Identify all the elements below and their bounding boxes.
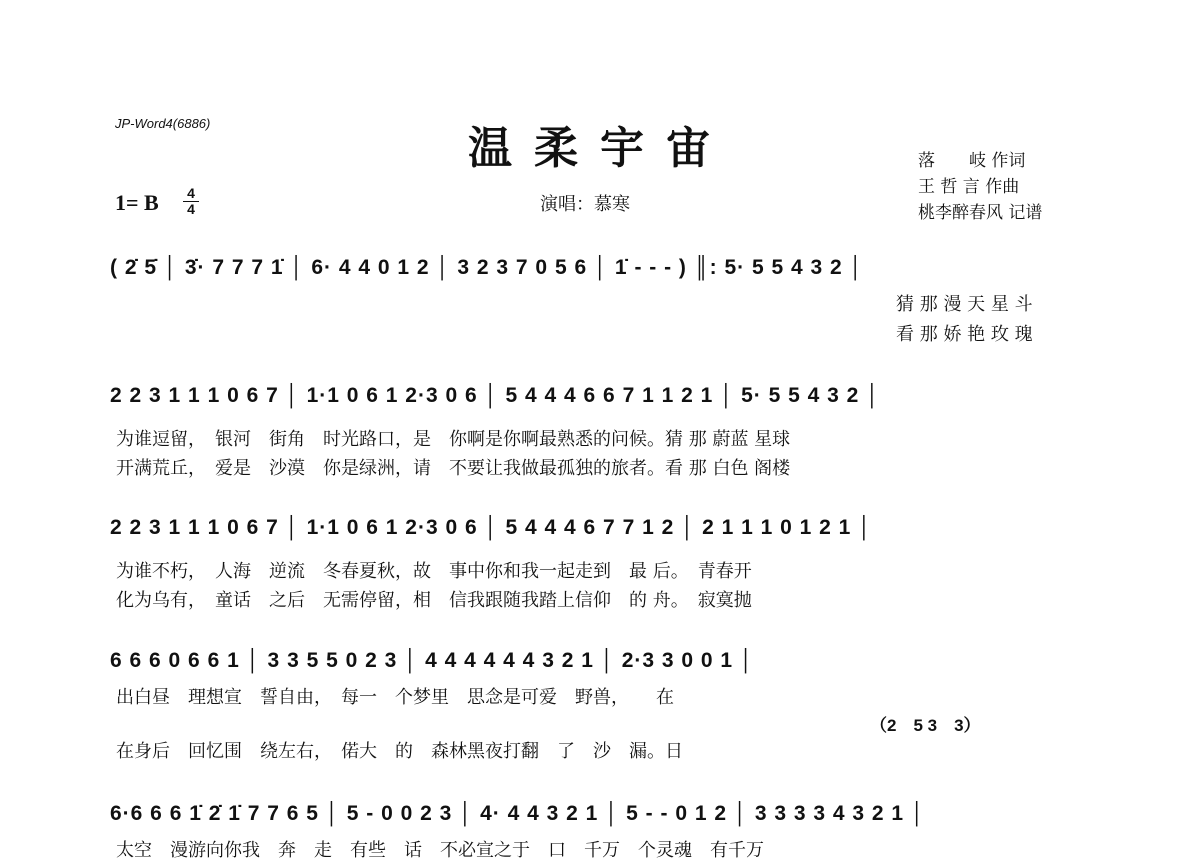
lyric-line: 猜 那 漫 天 星 斗 (896, 294, 1033, 315)
meter-top: 4 (187, 185, 195, 201)
inline-notation: （2 5 3 3） (870, 716, 981, 735)
lyric-line: 为谁逗留， 银河 街角 时光路口，是 你啊是你啊最熟悉的问候。猜 那 蔚蓝 星球 (116, 429, 791, 450)
lyric-line: 为谁不朽， 人海 逆流 冬春夏秋，故 事中你和我一起走到 最 后。 青春开 (116, 561, 752, 582)
staff-row-5 (110, 796, 1095, 836)
time-signature (183, 186, 199, 217)
lyric-line: 在身后 回忆围 绕左右， 偌大 的 森林黑夜打翻 了 沙 漏。日 (116, 741, 683, 762)
lyricist-credit: 落 岐 作词 (918, 151, 1026, 171)
notation-line: 2 2 3 1 1 1 0 6 7 │ 1·1 0 6 1 2·3 0 6 │ 5 4 4 4 6 7 7 1 2 │ 2 1 1 1 0 1 2 1 │ (110, 516, 873, 539)
lyric-line: 化为乌有， 童话 之后 无需停留，相 信我跟随我踏上信仰 的 舟。 寂寞抛 (116, 590, 752, 611)
staff-row-3 (110, 510, 1095, 550)
notation-line: 6 6 6 0 6 6 1 │ 3 3 5 5 0 2 3 │ 4 4 4 4 4 4 3 2 1 │ 2·3 3 0 0 1 │ (110, 649, 755, 672)
software-label: JP-Word4(6886) (115, 116, 211, 131)
staff-row-1 (110, 250, 1095, 290)
key-signature: 1= B (115, 190, 159, 215)
transcriber-credit: 桃李醉春风 记谱 (918, 203, 1043, 223)
staff-row-2 (110, 378, 1095, 418)
meter-bottom: 4 (187, 201, 195, 217)
lyric-line: 太空 漫游向你我 奔 走 有些 话 不必宣之于 口 千万 个灵魂 有千万 (116, 840, 764, 861)
credits-block (918, 148, 1042, 226)
notation-line: 6·6 6 6 1̇ 2̇ 1̇ 7 7 6 5 │ 5 - 0 0 2 3 │ 4· 4 4 3 2 1 │ 5 - - 0 1 2 │ 3 3 3 3 4 3 2 1 │ (110, 802, 926, 825)
composer-credit: 王 哲 言 作曲 (918, 177, 1020, 197)
song-title: 温柔宇宙 (468, 123, 732, 174)
lyric-line: 开满荒丘， 爱是 沙漠 你是绿洲，请 不要让我做最孤独的旅者。看 那 白色 阁楼 (116, 458, 791, 479)
notation-line: 2 2 3 1 1 1 0 6 7 │ 1·1 0 6 1 2·3 0 6 │ 5 4 4 4 6 6 7 1 1 2 1 │ 5· 5 5 4 3 2 │ (110, 384, 881, 407)
singer-credit: 演唱：慕寒 (540, 194, 630, 215)
lyric-line: 出白昼 理想宣 誓自由， 每一 个梦里 思念是可爱 野兽， 在 (116, 687, 674, 708)
notation-line: ( 2̇ 5̇ │ 3̇· 7 7 7 1̇ │ 6· 4 4 0 1 2 │ 3 2 3 7 0 5 6 │ 1̇ - - - ) ║: 5· 5 5 4 3 2 │ (110, 256, 864, 279)
lyric-line: 看 那 娇 艳 玫 瑰 (896, 324, 1033, 345)
staff-row-4 (110, 643, 1095, 683)
